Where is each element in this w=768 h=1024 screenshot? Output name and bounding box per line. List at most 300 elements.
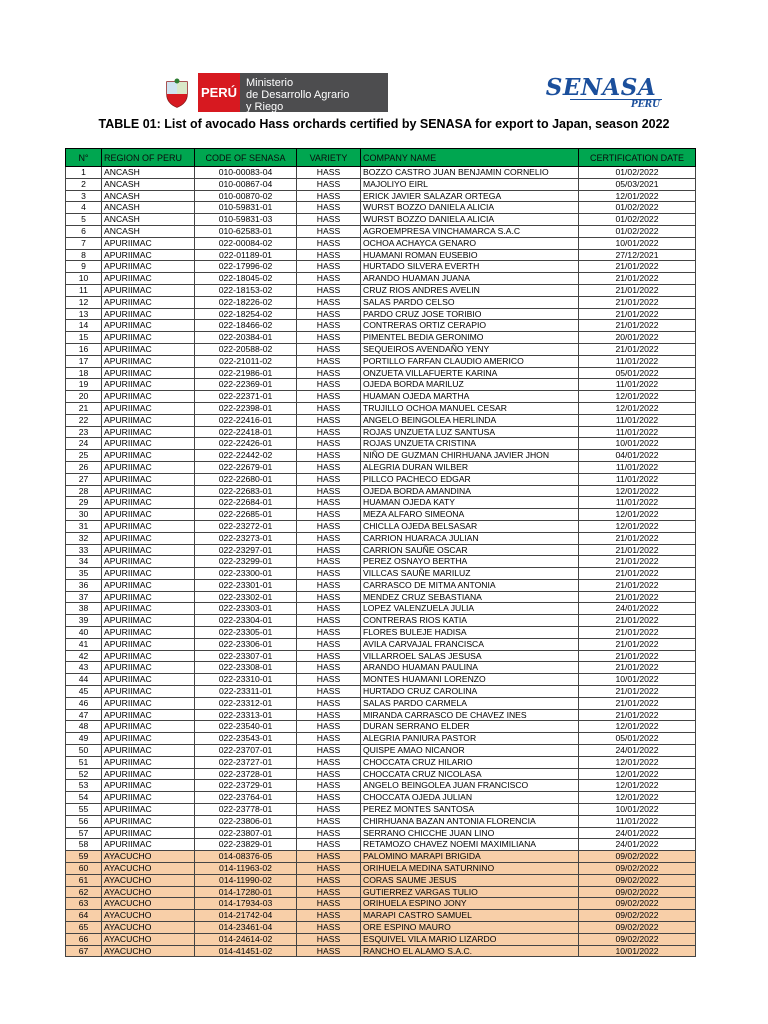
cell-date: 01/02/2022 (579, 225, 696, 237)
cell-date: 21/01/2022 (579, 343, 696, 355)
cell-date: 21/01/2022 (579, 261, 696, 273)
cell-number: 21 (66, 402, 102, 414)
cell-region: APURIIMAC (102, 273, 195, 285)
cell-date: 12/01/2022 (579, 485, 696, 497)
cell-code: 022-22683-01 (195, 485, 297, 497)
cell-number: 12 (66, 296, 102, 308)
cell-code: 022-22398-01 (195, 402, 297, 414)
cell-variety: HASS (297, 827, 361, 839)
cell-variety: HASS (297, 308, 361, 320)
cell-region: APURIIMAC (102, 391, 195, 403)
cell-region: APURIIMAC (102, 355, 195, 367)
table-row (66, 709, 696, 721)
cell-date: 12/01/2022 (579, 780, 696, 792)
cell-number: 17 (66, 355, 102, 367)
table-header-row (66, 149, 696, 167)
cell-variety: HASS (297, 426, 361, 438)
cell-company: MONTES HUAMANI LORENZO (361, 674, 579, 686)
cell-company: CHOCCATA CRUZ NICOLASA (361, 768, 579, 780)
cell-company: HURTADO SILVERA EVERTH (361, 261, 579, 273)
cell-variety: HASS (297, 839, 361, 851)
table-row (66, 650, 696, 662)
cell-company: CARRASCO DE MITMA ANTONIA (361, 579, 579, 591)
cell-date: 09/02/2022 (579, 886, 696, 898)
ministry-logo (156, 73, 388, 112)
cell-number: 64 (66, 910, 102, 922)
cell-company: CONTRERAS RIOS KATIA (361, 615, 579, 627)
cell-code: 010-62583-01 (195, 225, 297, 237)
cell-variety: HASS (297, 933, 361, 945)
cell-variety: HASS (297, 296, 361, 308)
cell-variety: HASS (297, 815, 361, 827)
senasa-logo (540, 76, 662, 112)
table-row (66, 379, 696, 391)
cell-number: 47 (66, 709, 102, 721)
cell-variety: HASS (297, 355, 361, 367)
cell-region: APURIIMAC (102, 615, 195, 627)
cell-date: 12/01/2022 (579, 520, 696, 532)
table-row (66, 910, 696, 922)
table-row (66, 697, 696, 709)
cell-number: 58 (66, 839, 102, 851)
table-row (66, 686, 696, 698)
cell-date: 09/02/2022 (579, 863, 696, 875)
table-row (66, 402, 696, 414)
cell-code: 022-23301-01 (195, 579, 297, 591)
cell-variety: HASS (297, 167, 361, 179)
cell-code: 022-00084-02 (195, 237, 297, 249)
cell-variety: HASS (297, 485, 361, 497)
cell-number: 5 (66, 214, 102, 226)
cell-region: AYACUCHO (102, 945, 195, 957)
cell-variety: HASS (297, 745, 361, 757)
cell-code: 022-18466-02 (195, 320, 297, 332)
cell-company: DURAN SERRANO ELDER (361, 721, 579, 733)
cell-company: CHOCCATA OJEDA JULIAN (361, 792, 579, 804)
cell-number: 32 (66, 532, 102, 544)
cell-code: 022-22685-01 (195, 509, 297, 521)
cell-company: MIRANDA CARRASCO DE CHAVEZ INES (361, 709, 579, 721)
cell-date: 09/02/2022 (579, 898, 696, 910)
ministry-line: de Desarrollo Agrario (246, 89, 350, 101)
cell-number: 41 (66, 638, 102, 650)
cell-company: ANGELO BEINGOLEA JUAN FRANCISCO (361, 780, 579, 792)
cell-variety: HASS (297, 284, 361, 296)
cell-code: 022-22369-01 (195, 379, 297, 391)
cell-company: HUAMANI ROMAN EUSEBIO (361, 249, 579, 261)
cell-company: PIMENTEL BEDIA GERONIMO (361, 332, 579, 344)
cell-company: HURTADO CRUZ CAROLINA (361, 686, 579, 698)
cell-number: 53 (66, 780, 102, 792)
cell-number: 40 (66, 627, 102, 639)
cell-region: AYACUCHO (102, 910, 195, 922)
cell-variety: HASS (297, 709, 361, 721)
cell-number: 39 (66, 615, 102, 627)
table-row (66, 214, 696, 226)
cell-company: OJEDA BORDA MARILUZ (361, 379, 579, 391)
cell-region: APURIIMAC (102, 461, 195, 473)
cell-date: 21/01/2022 (579, 296, 696, 308)
cell-number: 42 (66, 650, 102, 662)
cell-company: CORAS SAUME JESUS (361, 874, 579, 886)
cell-date: 12/01/2022 (579, 792, 696, 804)
ministry-line: Ministerio (246, 77, 294, 89)
cell-region: APURIIMAC (102, 721, 195, 733)
cell-code: 022-23807-01 (195, 827, 297, 839)
cell-code: 022-18153-02 (195, 284, 297, 296)
cell-company: QUISPE AMAO NICANOR (361, 745, 579, 757)
cell-number: 7 (66, 237, 102, 249)
cell-region: ANCASH (102, 167, 195, 179)
cell-code: 022-23313-01 (195, 709, 297, 721)
cell-code: 014-41451-02 (195, 945, 297, 957)
cell-company: ONZUETA VILLAFUERTE KARINA (361, 367, 579, 379)
cell-number: 3 (66, 190, 102, 202)
table-row (66, 308, 696, 320)
table-row (66, 473, 696, 485)
table-row (66, 815, 696, 827)
cell-number: 61 (66, 874, 102, 886)
table-row (66, 638, 696, 650)
table-row (66, 591, 696, 603)
cell-number: 25 (66, 450, 102, 462)
cell-number: 45 (66, 686, 102, 698)
cell-number: 13 (66, 308, 102, 320)
cell-variety: HASS (297, 343, 361, 355)
cell-company: ERICK JAVIER SALAZAR ORTEGA (361, 190, 579, 202)
cell-date: 11/01/2022 (579, 379, 696, 391)
cell-number: 57 (66, 827, 102, 839)
table-row (66, 945, 696, 957)
cell-variety: HASS (297, 509, 361, 521)
cell-region: APURIIMAC (102, 414, 195, 426)
cell-code: 022-18254-02 (195, 308, 297, 320)
cell-date: 05/01/2022 (579, 367, 696, 379)
cell-variety: HASS (297, 804, 361, 816)
cell-region: ANCASH (102, 214, 195, 226)
cell-code: 022-18045-02 (195, 273, 297, 285)
cell-region: APURIIMAC (102, 556, 195, 568)
cell-region: APURIIMAC (102, 662, 195, 674)
cell-number: 24 (66, 438, 102, 450)
cell-company: BOZZO CASTRO JUAN BENJAMIN CORNELIO (361, 167, 579, 179)
cell-variety: HASS (297, 627, 361, 639)
table-row (66, 450, 696, 462)
cell-region: APURIIMAC (102, 804, 195, 816)
cell-number: 50 (66, 745, 102, 757)
cell-variety: HASS (297, 237, 361, 249)
table-row (66, 273, 696, 285)
cell-date: 20/01/2022 (579, 332, 696, 344)
cell-company: AVILA CARVAJAL FRANCISCA (361, 638, 579, 650)
cell-variety: HASS (297, 898, 361, 910)
cell-number: 2 (66, 178, 102, 190)
cell-code: 022-22684-01 (195, 497, 297, 509)
senasa-country: PERU (570, 99, 662, 110)
cell-region: APURIIMAC (102, 568, 195, 580)
cell-code: 022-20384-01 (195, 332, 297, 344)
cell-company: CONTRERAS ORTIZ CERAPIO (361, 320, 579, 332)
cell-region: APURIIMAC (102, 450, 195, 462)
cell-number: 37 (66, 591, 102, 603)
table-row (66, 886, 696, 898)
cell-variety: HASS (297, 780, 361, 792)
cell-code: 022-22371-01 (195, 391, 297, 403)
cell-company: OJEDA BORDA AMANDINA (361, 485, 579, 497)
cell-variety: HASS (297, 225, 361, 237)
cell-region: APURIIMAC (102, 485, 195, 497)
cell-company: WURST BOZZO DANIELA ALICIA (361, 214, 579, 226)
cell-variety: HASS (297, 273, 361, 285)
cell-region: APURIIMAC (102, 579, 195, 591)
cell-variety: HASS (297, 249, 361, 261)
cell-date: 12/01/2022 (579, 756, 696, 768)
table-row (66, 414, 696, 426)
cell-code: 022-22426-01 (195, 438, 297, 450)
cell-region: AYACUCHO (102, 863, 195, 875)
cell-region: APURIIMAC (102, 367, 195, 379)
cell-variety: HASS (297, 556, 361, 568)
cell-region: APURIIMAC (102, 827, 195, 839)
cell-region: APURIIMAC (102, 308, 195, 320)
cell-region: AYACUCHO (102, 874, 195, 886)
table-row (66, 426, 696, 438)
cell-code: 022-21986-01 (195, 367, 297, 379)
cell-number: 65 (66, 922, 102, 934)
cell-code: 022-22416-01 (195, 414, 297, 426)
cell-date: 11/01/2022 (579, 426, 696, 438)
table-row (66, 249, 696, 261)
cell-region: APURIIMAC (102, 532, 195, 544)
cell-date: 21/01/2022 (579, 709, 696, 721)
cell-date: 12/01/2022 (579, 402, 696, 414)
cell-variety: HASS (297, 768, 361, 780)
table-row (66, 332, 696, 344)
cell-date: 11/01/2022 (579, 461, 696, 473)
cell-variety: HASS (297, 544, 361, 556)
cell-date: 09/02/2022 (579, 933, 696, 945)
table-row (66, 863, 696, 875)
cell-code: 022-21011-02 (195, 355, 297, 367)
cell-code: 010-59831-01 (195, 202, 297, 214)
cell-code: 022-23543-01 (195, 733, 297, 745)
cell-code: 022-23303-01 (195, 603, 297, 615)
table-row (66, 261, 696, 273)
cell-company: PALOMINO MARAPI BRIGIDA (361, 851, 579, 863)
cell-company: CHICLLA OJEDA BELSASAR (361, 520, 579, 532)
cell-number: 62 (66, 886, 102, 898)
cell-code: 022-22680-01 (195, 473, 297, 485)
cell-date: 21/01/2022 (579, 638, 696, 650)
cell-code: 014-17934-03 (195, 898, 297, 910)
cell-code: 022-23299-01 (195, 556, 297, 568)
cell-number: 9 (66, 261, 102, 273)
ministry-line: y Riego (246, 101, 284, 113)
cell-code: 022-23540-01 (195, 721, 297, 733)
cell-variety: HASS (297, 886, 361, 898)
cell-number: 54 (66, 792, 102, 804)
cell-region: APURIIMAC (102, 815, 195, 827)
cell-code: 014-21742-04 (195, 910, 297, 922)
table-row (66, 367, 696, 379)
cell-code: 022-01189-01 (195, 249, 297, 261)
cell-code: 014-11963-02 (195, 863, 297, 875)
table-row (66, 568, 696, 580)
cell-number: 46 (66, 697, 102, 709)
cell-date: 21/01/2022 (579, 308, 696, 320)
table-row (66, 579, 696, 591)
cell-company: GUTIERREZ VARGAS TULIO (361, 886, 579, 898)
cell-date: 24/01/2022 (579, 603, 696, 615)
cell-company: LOPEZ VALENZUELA JULIA (361, 603, 579, 615)
cell-variety: HASS (297, 332, 361, 344)
cell-company: SALAS PARDO CARMELA (361, 697, 579, 709)
cell-region: APURIIMAC (102, 473, 195, 485)
cell-code: 022-23297-01 (195, 544, 297, 556)
cell-number: 15 (66, 332, 102, 344)
cell-date: 10/01/2022 (579, 438, 696, 450)
cell-number: 55 (66, 804, 102, 816)
cell-company: SEQUEIROS AVENDAÑO YENY (361, 343, 579, 355)
table-row (66, 520, 696, 532)
cell-variety: HASS (297, 638, 361, 650)
column-header-number: N° (66, 149, 102, 167)
cell-region: APURIIMAC (102, 591, 195, 603)
table-row (66, 827, 696, 839)
cell-number: 52 (66, 768, 102, 780)
ministry-name (240, 73, 388, 112)
cell-date: 11/01/2022 (579, 473, 696, 485)
cell-region: ANCASH (102, 202, 195, 214)
table-row (66, 662, 696, 674)
cell-region: APURIIMAC (102, 402, 195, 414)
cell-number: 19 (66, 379, 102, 391)
table-row (66, 768, 696, 780)
table-row (66, 615, 696, 627)
cell-company: NIÑO DE GUZMAN CHIRHUANA JAVIER JHON (361, 450, 579, 462)
cell-code: 022-23310-01 (195, 674, 297, 686)
cell-code: 022-23302-01 (195, 591, 297, 603)
cell-date: 01/02/2022 (579, 167, 696, 179)
cell-number: 34 (66, 556, 102, 568)
cell-company: VILLCAS SAUÑE MARILUZ (361, 568, 579, 580)
cell-region: ANCASH (102, 190, 195, 202)
cell-number: 67 (66, 945, 102, 957)
cell-company: WURST BOZZO DANIELA ALICIA (361, 202, 579, 214)
cell-variety: HASS (297, 414, 361, 426)
cell-company: CRUZ RIOS ANDRES AVELIN (361, 284, 579, 296)
table-row (66, 933, 696, 945)
cell-company: ARANDO HUAMAN PAULINA (361, 662, 579, 674)
cell-region: APURIIMAC (102, 261, 195, 273)
cell-number: 27 (66, 473, 102, 485)
cell-variety: HASS (297, 568, 361, 580)
cell-code: 022-23778-01 (195, 804, 297, 816)
cell-region: APURIIMAC (102, 343, 195, 355)
cell-variety: HASS (297, 697, 361, 709)
table-row (66, 627, 696, 639)
cell-date: 11/01/2022 (579, 497, 696, 509)
cell-variety: HASS (297, 910, 361, 922)
cell-region: APURIIMAC (102, 426, 195, 438)
cell-company: CARRION SAUÑE OSCAR (361, 544, 579, 556)
cell-date: 01/02/2022 (579, 202, 696, 214)
cell-region: AYACUCHO (102, 851, 195, 863)
cell-variety: HASS (297, 851, 361, 863)
table-row (66, 544, 696, 556)
cell-code: 010-00867-04 (195, 178, 297, 190)
cell-region: APURIIMAC (102, 768, 195, 780)
cell-region: AYACUCHO (102, 898, 195, 910)
cell-company: SALAS PARDO CELSO (361, 296, 579, 308)
cell-region: APURIIMAC (102, 379, 195, 391)
cell-code: 022-23707-01 (195, 745, 297, 757)
cell-region: APURIIMAC (102, 686, 195, 698)
cell-company: ROJAS UNZUETA CRISTINA (361, 438, 579, 450)
cell-date: 09/02/2022 (579, 910, 696, 922)
cell-company: ROJAS UNZUETA LUZ SANTUSA (361, 426, 579, 438)
cell-variety: HASS (297, 190, 361, 202)
column-header-date: CERTIFICATION DATE (579, 149, 696, 167)
table-row (66, 284, 696, 296)
cell-code: 022-23305-01 (195, 627, 297, 639)
cell-company: HUAMAN OJEDA MARTHA (361, 391, 579, 403)
table-row (66, 167, 696, 179)
cell-company: CHOCCATA CRUZ HILARIO (361, 756, 579, 768)
table-body (66, 167, 696, 957)
cell-region: ANCASH (102, 225, 195, 237)
cell-number: 44 (66, 674, 102, 686)
cell-code: 014-08376-05 (195, 851, 297, 863)
cell-company: SERRANO CHICCHE JUAN LINO (361, 827, 579, 839)
cell-company: MENDEZ CRUZ SEBASTIANA (361, 591, 579, 603)
cell-number: 26 (66, 461, 102, 473)
cell-date: 21/01/2022 (579, 697, 696, 709)
cell-region: APURIIMAC (102, 745, 195, 757)
cell-number: 33 (66, 544, 102, 556)
table-row (66, 898, 696, 910)
cell-number: 63 (66, 898, 102, 910)
table-row (66, 556, 696, 568)
cell-code: 014-17280-01 (195, 886, 297, 898)
column-header-company: COMPANY NAME (361, 149, 579, 167)
cell-date: 09/02/2022 (579, 922, 696, 934)
cell-code: 022-22679-01 (195, 461, 297, 473)
cell-date: 21/01/2022 (579, 591, 696, 603)
cell-code: 022-23764-01 (195, 792, 297, 804)
table-row (66, 485, 696, 497)
cell-number: 36 (66, 579, 102, 591)
cell-number: 43 (66, 662, 102, 674)
cell-date: 21/01/2022 (579, 650, 696, 662)
cell-company: ESQUIVEL VILA MARIO LIZARDO (361, 933, 579, 945)
cell-date: 24/01/2022 (579, 745, 696, 757)
cell-company: PARDO CRUZ JOSE TORIBIO (361, 308, 579, 320)
cell-variety: HASS (297, 792, 361, 804)
cell-company: MARAPI CASTRO SAMUEL (361, 910, 579, 922)
cell-number: 30 (66, 509, 102, 521)
cell-company: ARANDO HUAMAN JUANA (361, 273, 579, 285)
senasa-name: SENASA (545, 74, 657, 101)
column-header-region: REGION OF PERU (102, 149, 195, 167)
cell-variety: HASS (297, 615, 361, 627)
table-row (66, 355, 696, 367)
cell-code: 014-23461-04 (195, 922, 297, 934)
cell-variety: HASS (297, 450, 361, 462)
cell-code: 022-23272-01 (195, 520, 297, 532)
cell-variety: HASS (297, 945, 361, 957)
table-row (66, 320, 696, 332)
